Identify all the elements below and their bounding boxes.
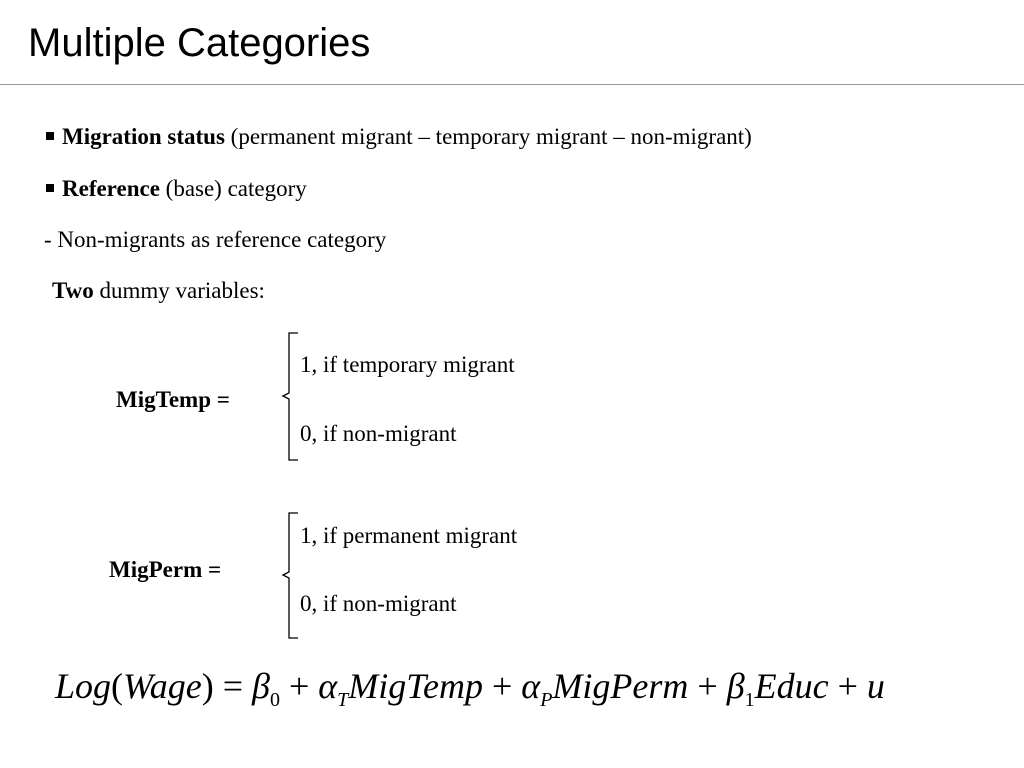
eq-sub-1: 1	[744, 689, 755, 711]
eq-migtemp: MigTemp	[348, 666, 483, 706]
bullet-reference	[46, 174, 307, 204]
eq-wage: Wage	[123, 666, 202, 706]
title-divider	[0, 84, 1024, 85]
eq-equals: =	[222, 666, 244, 706]
bullet-bold-text: Migration status	[62, 124, 225, 149]
eq-u: u	[866, 666, 885, 706]
migtemp-case-1: 1, if temporary migrant	[300, 352, 515, 377]
square-bullet-icon	[46, 184, 54, 192]
eq-paren-open: (	[111, 666, 124, 706]
migtemp-label: MigTemp =	[116, 387, 230, 412]
eq-plus: +	[491, 666, 513, 706]
two-bold: Two	[52, 278, 94, 303]
eq-migperm: MigPerm	[552, 666, 689, 706]
bullet-bold-text: Reference	[62, 176, 160, 201]
slide-title: Multiple Categories	[28, 21, 371, 65]
bullet-migration-status	[46, 122, 752, 152]
eq-plus: +	[697, 666, 718, 706]
eq-plus: +	[837, 666, 858, 706]
left-brace-icon	[278, 332, 300, 462]
eq-beta-1: β	[726, 666, 745, 706]
regression-equation	[55, 662, 885, 710]
migperm-case-0: 0, if non-migrant	[300, 591, 457, 616]
reference-note: - Non-migrants as reference category	[44, 227, 387, 252]
eq-beta-0: β	[252, 666, 270, 706]
eq-plus: +	[288, 666, 310, 706]
bullet-text: (base) category	[159, 176, 307, 201]
eq-log: Log	[55, 666, 112, 706]
eq-alpha-t: α	[318, 666, 338, 706]
square-bullet-icon	[46, 132, 54, 140]
migperm-label: MigPerm =	[109, 557, 222, 582]
dummy-variables-line	[52, 276, 265, 306]
eq-paren-close: )	[201, 666, 214, 706]
eq-sub-0: 0	[269, 689, 280, 711]
eq-educ: Educ	[754, 666, 829, 706]
left-brace-icon	[278, 512, 300, 640]
eq-sub-p: P	[540, 689, 553, 711]
eq-alpha-p: α	[521, 666, 541, 706]
eq-sub-t: T	[337, 689, 349, 711]
migperm-case-1: 1, if permanent migrant	[300, 523, 518, 548]
dummy-variables-text: dummy variables:	[93, 278, 265, 303]
migtemp-case-0: 0, if non-migrant	[300, 421, 457, 446]
bullet-text: (permanent migrant – temporary migrant – non-migrant)	[224, 124, 752, 149]
